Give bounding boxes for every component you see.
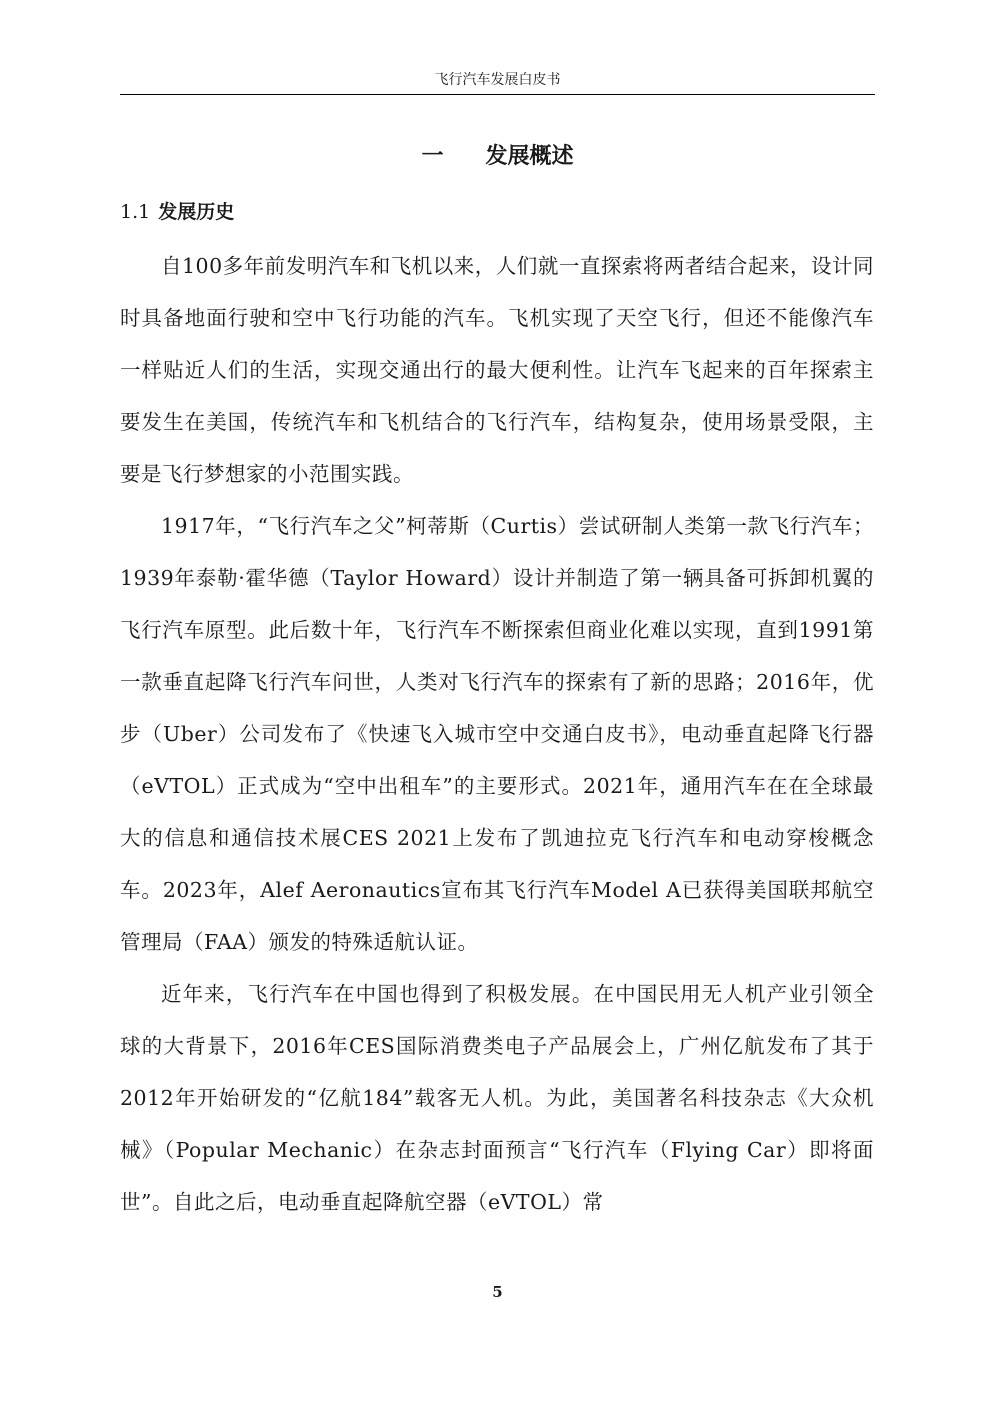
body-text [120, 240, 874, 1228]
paragraph: 1917年，“飞行汽车之父”柯蒂斯（Curtis）尝试研制人类第一款飞行汽车；1939年泰勒·霍华德（Taylor Howard）设计并制造了第一辆具备可拆卸机翼的飞行汽车原型。此后数十年，飞行汽车不断探索但商业化难以实现，直到1991第一款垂直起降飞行汽车问世，人类对飞行汽车的探索有了新的思路；2016年，优步（Uber）公司发布了《快速飞入城市空中交通白皮书》，电动垂直起降飞行器（eVTOL）正式成为“空中出租车”的主要形式。2021年，通用汽车在在全球最大的信息和通信技术展CES 2021上发布了凯迪拉克飞行汽车和电动穿梭概念车。2023年，Alef Aeronautics宣布其飞行汽车Model A已获得美国联邦航空管理局（FAA）颁发的特殊适航认证。 [120, 514, 874, 954]
section-heading [120, 197, 234, 227]
chapter-title-text: 发展概述 [485, 144, 574, 169]
paragraph: 近年来，飞行汽车在中国也得到了积极发展。在中国民用无人机产业引领全球的大背景下，2016年CES国际消费类电子产品展会上，广州亿航发布了其于2012年开始研发的“亿航184”载客无人机。为此，美国著名科技杂志《大众机械》（Popular Mechanic）在杂志封面预言“飞行汽车（Flying Car）即将面世”。自此之后，电动垂直起降航空器（eVTOL）常 [120, 982, 874, 1214]
chapter-title [120, 140, 875, 174]
paragraph: 自100多年前发明汽车和飞机以来，人们就一直探索将两者结合起来，设计同时具备地面行驶和空中飞行功能的汽车。飞机实现了天空飞行，但还不能像汽车一样贴近人们的生活，实现交通出行的最大便利性。让汽车飞起来的百年探索主要发生在美国，传统汽车和飞机结合的飞行汽车，结构复杂，使用场景受限，主要是飞行梦想家的小范围实践。 [120, 254, 874, 486]
chapter-number: 一 [421, 144, 444, 169]
page-number: 5 [492, 1283, 503, 1301]
header-divider [120, 94, 875, 95]
running-header: 飞行汽车发展白皮书 [434, 72, 561, 88]
section-title-text: 发展历史 [158, 201, 235, 223]
section-number: 1.1 [120, 201, 151, 223]
